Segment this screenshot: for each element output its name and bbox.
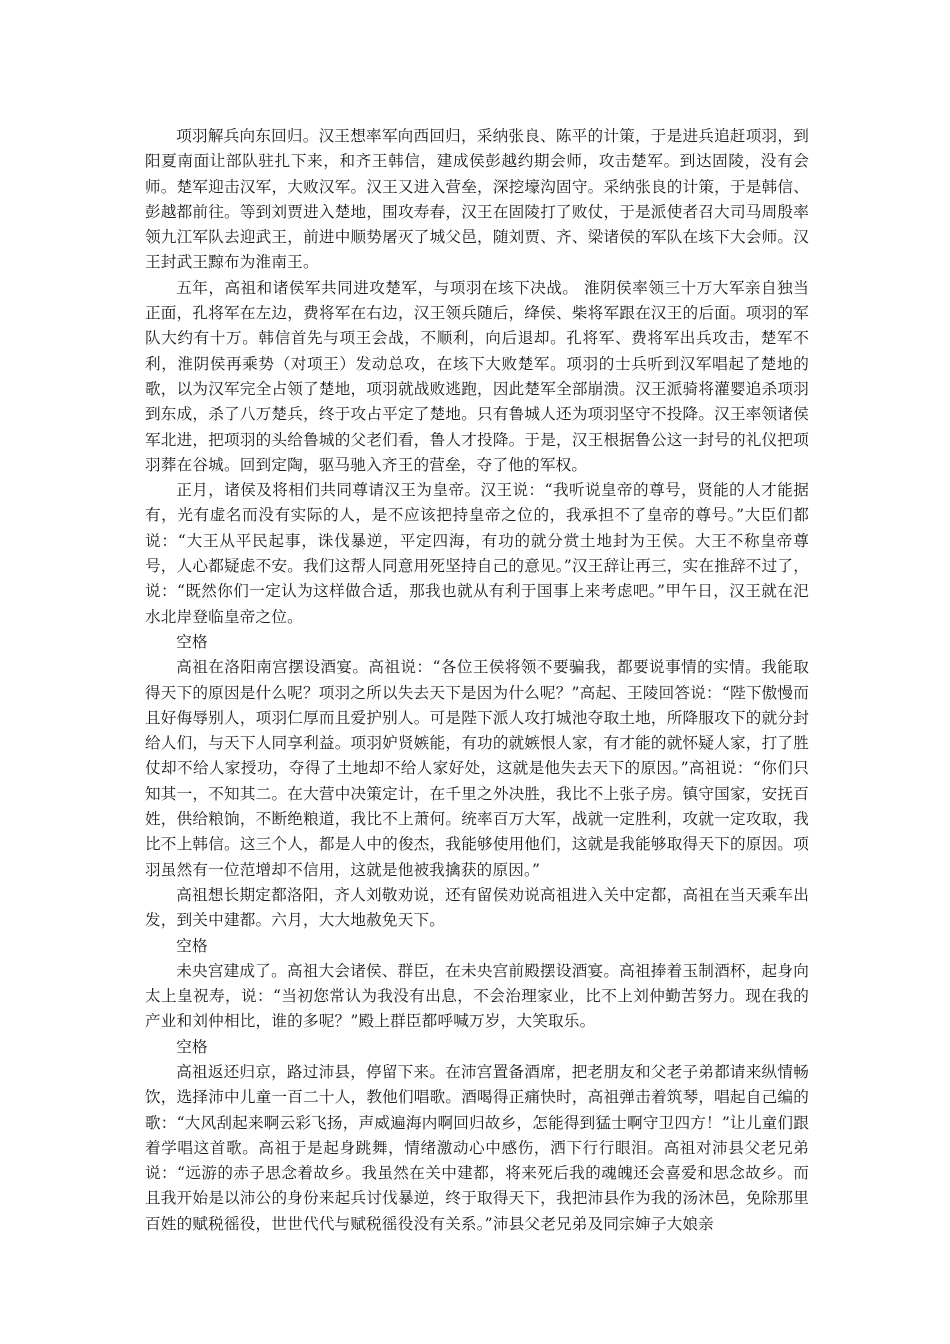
paragraph-luoyang-banquet: 高祖在洛阳南宫摆设酒宴。高祖说：“各位王侯将领不要骗我，都要说事情的实情。我能取得天下的原因是什么呢？项羽之所以失去天下是因为什么呢？”高起、王陵回答说：“陛下傲慢而且好侮辱别人，项羽仁厚而且爱护别人。可是陛下派人攻打城池夺取土地，所降服攻下的就分封给人们，与天下人同享利益。项羽妒贤嫉能，有功的就嫉恨人家，有才能的就怀疑人家，打了胜仗却不给人家授功，夺得了土地却不给人家好处，这就是他失去天下的原因。”高祖说：“你们只知其一，不知其二。在大营中决策定计，在千里之外决胜，我比不上张子房。镇守国家，安抚百姓，供给粮饷，不断绝粮道，我比不上萧何。统率百万大军，战就一定胜利，攻就一定攻取，我比不上韩信。这三个人，都是人中的俊杰，我能够使用他们，这就是我能够取得天下的原因。项羽虽然有一位范增却不信用，这就是他被我擒获的原因。” (145, 658, 809, 879)
spacer-label: 空格 (176, 1037, 208, 1056)
paragraph-return-to-pei: 高祖返还归京，路过沛县，停留下来。在沛宫置备酒席，把老朋友和父老子弟都请来纵情畅饮，选择沛中儿童一百二十人，教他们唱歌。酒喝得正痛快时，高祖弹击着筑琴，唱起自己编的歌：“大风刮起来啊云彩飞扬，声威遍海内啊回归故乡，怎能得到猛士啊守卫四方！”让儿童们跟着学唱这首歌。高祖于是起身跳舞，情绪激动心中感伤，洒下行行眼泪。高祖对沛县父老兄弟说：“远游的赤子思念着故乡。我虽然在关中建都，将来死后我的魂魄还会喜爱和思念故乡。而且我开始是以沛公的身份来起兵讨伐暴逆，终于取得天下，我把沛县作为我的汤沐邑，免除那里百姓的赋税徭役，世世代代与赋税徭役没有关系。”沛县父老兄弟及同宗婶子大娘亲 (145, 1062, 809, 1233)
paragraph-battle-of-gaixia: 五年，高祖和诸侯军共同进攻楚军，与项羽在垓下决战。 淮阴侯率领三十万大军亲自独当正面，孔将军在左边，费将军在右边，汉王领兵随后，绛侯、柴将军跟在汉王的后面。项羽的军队大约有十万。韩信首先与项王会战，不顺利，向后退却。孔将军、费将军出兵攻击，楚军不利，淮阴侯再乘势（对项王）发动总攻，在垓下大败楚军。项羽的士兵听到汉军唱起了楚地的歌，以为汉军完全占领了楚地，项羽就战败逃跑，因此楚军全部崩溃。汉王派骑将灌婴追杀项羽到东成，杀了八万楚兵，终于攻占平定了楚地。只有鲁城人还为项羽坚守不投降。汉王率领诸侯军北进，把项羽的头给鲁城的父老们看，鲁人才投降。于是，汉王根据鲁公这一封号的礼仪把项羽葬在谷城。回到定陶，驱马驰入齐王的营垒，夺了他的军权。 (145, 278, 809, 474)
paragraph-capital-guanzhong: 高祖想长期定都洛阳，齐人刘敬劝说，还有留侯劝说高祖进入关中定都，高祖在当天乘车出发，到关中建都。六月，大大地赦免天下。 (145, 885, 809, 930)
spacer-label: 空格 (176, 936, 208, 955)
paragraph-xiang-yu-retreat: 项羽解兵向东回归。汉王想率军向西回归，采纳张良、陈平的计策，于是进兵追赶项羽，到阳夏南面让部队驻扎下来，和齐王韩信，建成侯彭越约期会师，攻击楚军。到达固陵，没有会师。楚军迎击汉军，大败汉军。汉王又进入营垒，深挖壕沟固守。采纳张良的计策，于是韩信、彭越都前往。等到刘贾进入楚地，围攻寿春，汉王在固陵打了败仗，于是派使者召大司马周殷率领九江军队去迎武王，前进中顺势屠灭了城父邑，随刘贾、齐、梁诸侯的军队在垓下大会师。汉王封武王黥布为淮南王。 (145, 127, 809, 272)
spacer-label: 空格 (176, 632, 208, 651)
paragraph-weiyang-palace: 未央宫建成了。高祖大会诸侯、群臣，在未央宫前殿摆设酒宴。高祖捧着玉制酒杯，起身向太上皇祝寿，说：“当初您常认为我没有出息，不会治理家业，比不上刘仲勤苦努力。现在我的产业和刘仲相比，谁的多呢？”殿上群臣都呼喊万岁，大笑取乐。 (145, 961, 809, 1031)
document-body (145, 124, 809, 1237)
paragraph-enthronement: 正月，诸侯及将相们共同尊请汉王为皇帝。汉王说：“我听说皇帝的尊号，贤能的人才能据有，光有虚名而没有实际的人，是不应该把持皇帝之位的，我承担不了皇帝的尊号。”大臣们都说：“大王从平民起事，诛伐暴逆，平定四海，有功的就分赏土地封为王侯。大王不称皇帝尊号，人心都疑虑不安。我们这帮人同意用死坚持自己的意见。”汉王辞让再三，实在推辞不过了，说：“既然你们一定认为这样做合适，那我也就从有利于国事上来考虑吧。”甲午日，汉王就在汜水北岸登临皇帝之位。 (145, 481, 809, 626)
